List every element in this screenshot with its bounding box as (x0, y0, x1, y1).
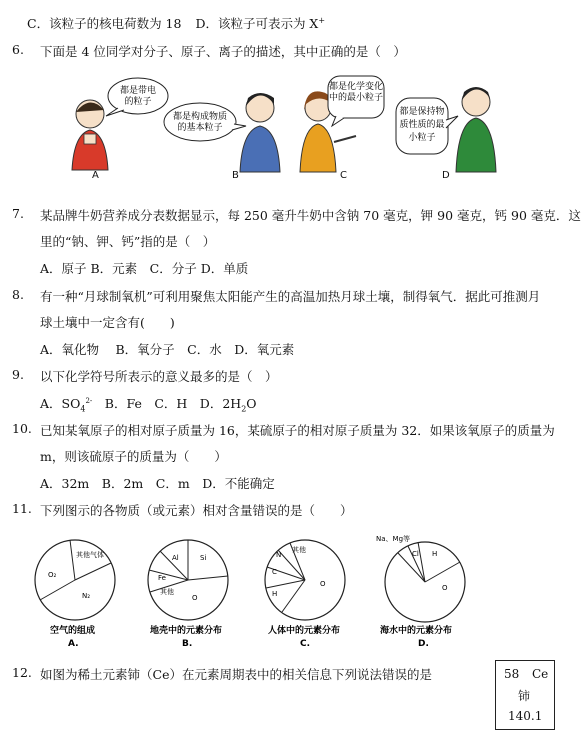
bubble-d (396, 98, 458, 154)
bubble-b-text-1: 都是构成物质 (172, 112, 228, 122)
student-d-figure (456, 87, 496, 172)
pie-b-letter: B. (182, 639, 193, 648)
q6-caption-a: A (92, 170, 99, 181)
student-a-figure (72, 100, 108, 170)
q8-number: 8. (12, 287, 24, 302)
q9-option-d-subscript: 2 (241, 404, 247, 414)
q6-caption-d: D (442, 170, 450, 181)
q7-number: 7. (12, 206, 24, 221)
bubble-c-text-1: 都是化学变化 (328, 82, 384, 92)
q9-option-d-end: O (246, 396, 257, 411)
pie-a-label-o2: O₂ (48, 571, 57, 579)
q11-number: 11. (12, 501, 32, 516)
q6-stem: 下面是 4 位同学对分子、原子、离子的描述，其中正确的是（ ） (40, 44, 406, 59)
pie-d-label-o: O (442, 584, 448, 592)
q9-options-rest: B．Fe C．H D．2H (92, 396, 242, 411)
cell-name: 铈 (518, 689, 531, 703)
pie-c-letter: C. (300, 639, 311, 648)
pie-b-label-fe: Fe (158, 574, 166, 582)
q7-stem-line2: 里的“钠、钾、钙”指的是（ ） (40, 234, 216, 249)
cell-atomic-number: 58 (504, 667, 520, 681)
q12-number: 12. (12, 665, 32, 680)
pie-a-letter: A. (68, 639, 79, 648)
q8-options: A．氧化物 B．氧分子 C．水 D．氧元素 (40, 342, 295, 357)
pie-d-letter: D. (418, 639, 429, 648)
pie-d-label-h: H (432, 550, 438, 558)
pie-b (148, 540, 228, 648)
q6-number: 6. (12, 42, 24, 57)
q6-caption-b: B (232, 170, 239, 181)
q10-number: 10. (12, 421, 32, 436)
q9-options (40, 394, 257, 414)
q7-stem-line1: 某品牌牛奶营养成分表数据显示，每 250 毫升牛奶中含钠 70 毫克，钾 90 毫克，钙 90 毫克．这 (40, 208, 581, 223)
q9-option-a: A．SO (40, 396, 81, 411)
pie-a-label-n2: N₂ (82, 592, 91, 600)
bubble-a (106, 78, 168, 116)
q11-pie-charts (20, 530, 480, 648)
pie-b-label-other: 其他 (160, 588, 174, 596)
pie-b-caption: 地壳中的元素分布 (150, 626, 223, 636)
pie-d-caption: 海水中的元素分布 (380, 626, 453, 636)
q10-options: A．32m B．2m C．m D．不能确定 (40, 476, 275, 491)
q10-stem-line2: m，则该硫原子的质量为（ ） (40, 449, 227, 464)
q9-stem: 以下化学符号所表示的意义最多的是（ ） (40, 369, 278, 384)
pie-b-label-o: O (192, 594, 198, 602)
pie-a-label-other-gas: 其他气体 (76, 551, 104, 559)
q11-stem: 下列图示的各物质（或元素）相对含量错误的是（ ） (40, 503, 353, 518)
pie-c-label-o: O (320, 580, 326, 588)
pie-b-label-al: Al (172, 554, 179, 562)
student-b-figure (240, 93, 280, 172)
q5-options-line (27, 14, 325, 32)
pie-d-label-na-mg: Na、Mg等 (376, 535, 411, 543)
cell-atomic-mass: 140.1 (508, 709, 543, 723)
periodic-table-cell-cerium (495, 660, 555, 730)
bubble-c-text-2: 中的最小粒子 (328, 93, 384, 103)
bubble-d-text-2: 质性质的最 (399, 120, 445, 130)
pie-c-label-h: H (272, 590, 278, 598)
pie-d-label-cl: Cl (412, 550, 419, 558)
bubble-b (164, 103, 246, 141)
q5-option-d: D．该粒子可表示为 X (195, 16, 319, 31)
pie-c-label-other: 其他 (292, 546, 306, 554)
q10-stem-line1: 已知某氧原子的相对原子质量为 16，某硫原子的相对原子质量为 32．如果该氧原子的质量为 (40, 423, 555, 438)
bubble-d-text-3: 小粒子 (408, 133, 436, 143)
q7-options: A．原子 B．元素 C．分子 D．单质 (40, 261, 249, 276)
pie-a-caption: 空气的组成 (50, 626, 96, 636)
q9-number: 9. (12, 367, 24, 382)
q12-stem: 如图为稀土元素铈（Ce）在元素周期表中的相关信息下列说法错误的是 (40, 667, 432, 682)
bubble-a-text-2: 的粒子 (124, 97, 152, 107)
bubble-c (328, 76, 384, 126)
pie-c-label-n: N (276, 551, 282, 559)
pie-d (376, 534, 465, 648)
pie-c-label-c: C (272, 568, 277, 576)
pie-c-caption: 人体中的元素分布 (268, 626, 341, 636)
pie-a (35, 540, 115, 648)
pie-c (265, 540, 345, 648)
bubble-a-text-1: 都是带电 (119, 86, 157, 96)
cell-symbol: Ce (532, 667, 549, 681)
bubble-b-text-2: 的基本粒子 (177, 123, 223, 133)
q5-option-c: C．该粒子的核电荷数为 18 (27, 16, 182, 31)
pie-b-label-si: Si (200, 554, 207, 562)
q6-caption-c: C (340, 170, 347, 181)
q6-illustration (60, 72, 530, 184)
q9-option-a-superscript: 2- (85, 396, 93, 405)
q8-stem-line2: 球土壤中一定含有( ) (40, 315, 175, 330)
q5-option-d-superscript: + (318, 15, 326, 25)
q8-stem-line1: 有一种“月球制氧机”可利用聚焦太阳能产生的高温加热月球土壤，制得氧气．据此可推测月 (40, 289, 541, 304)
bubble-d-text-1: 都是保持物 (399, 107, 445, 117)
q9-option-a-subscript: 4 (80, 404, 86, 414)
